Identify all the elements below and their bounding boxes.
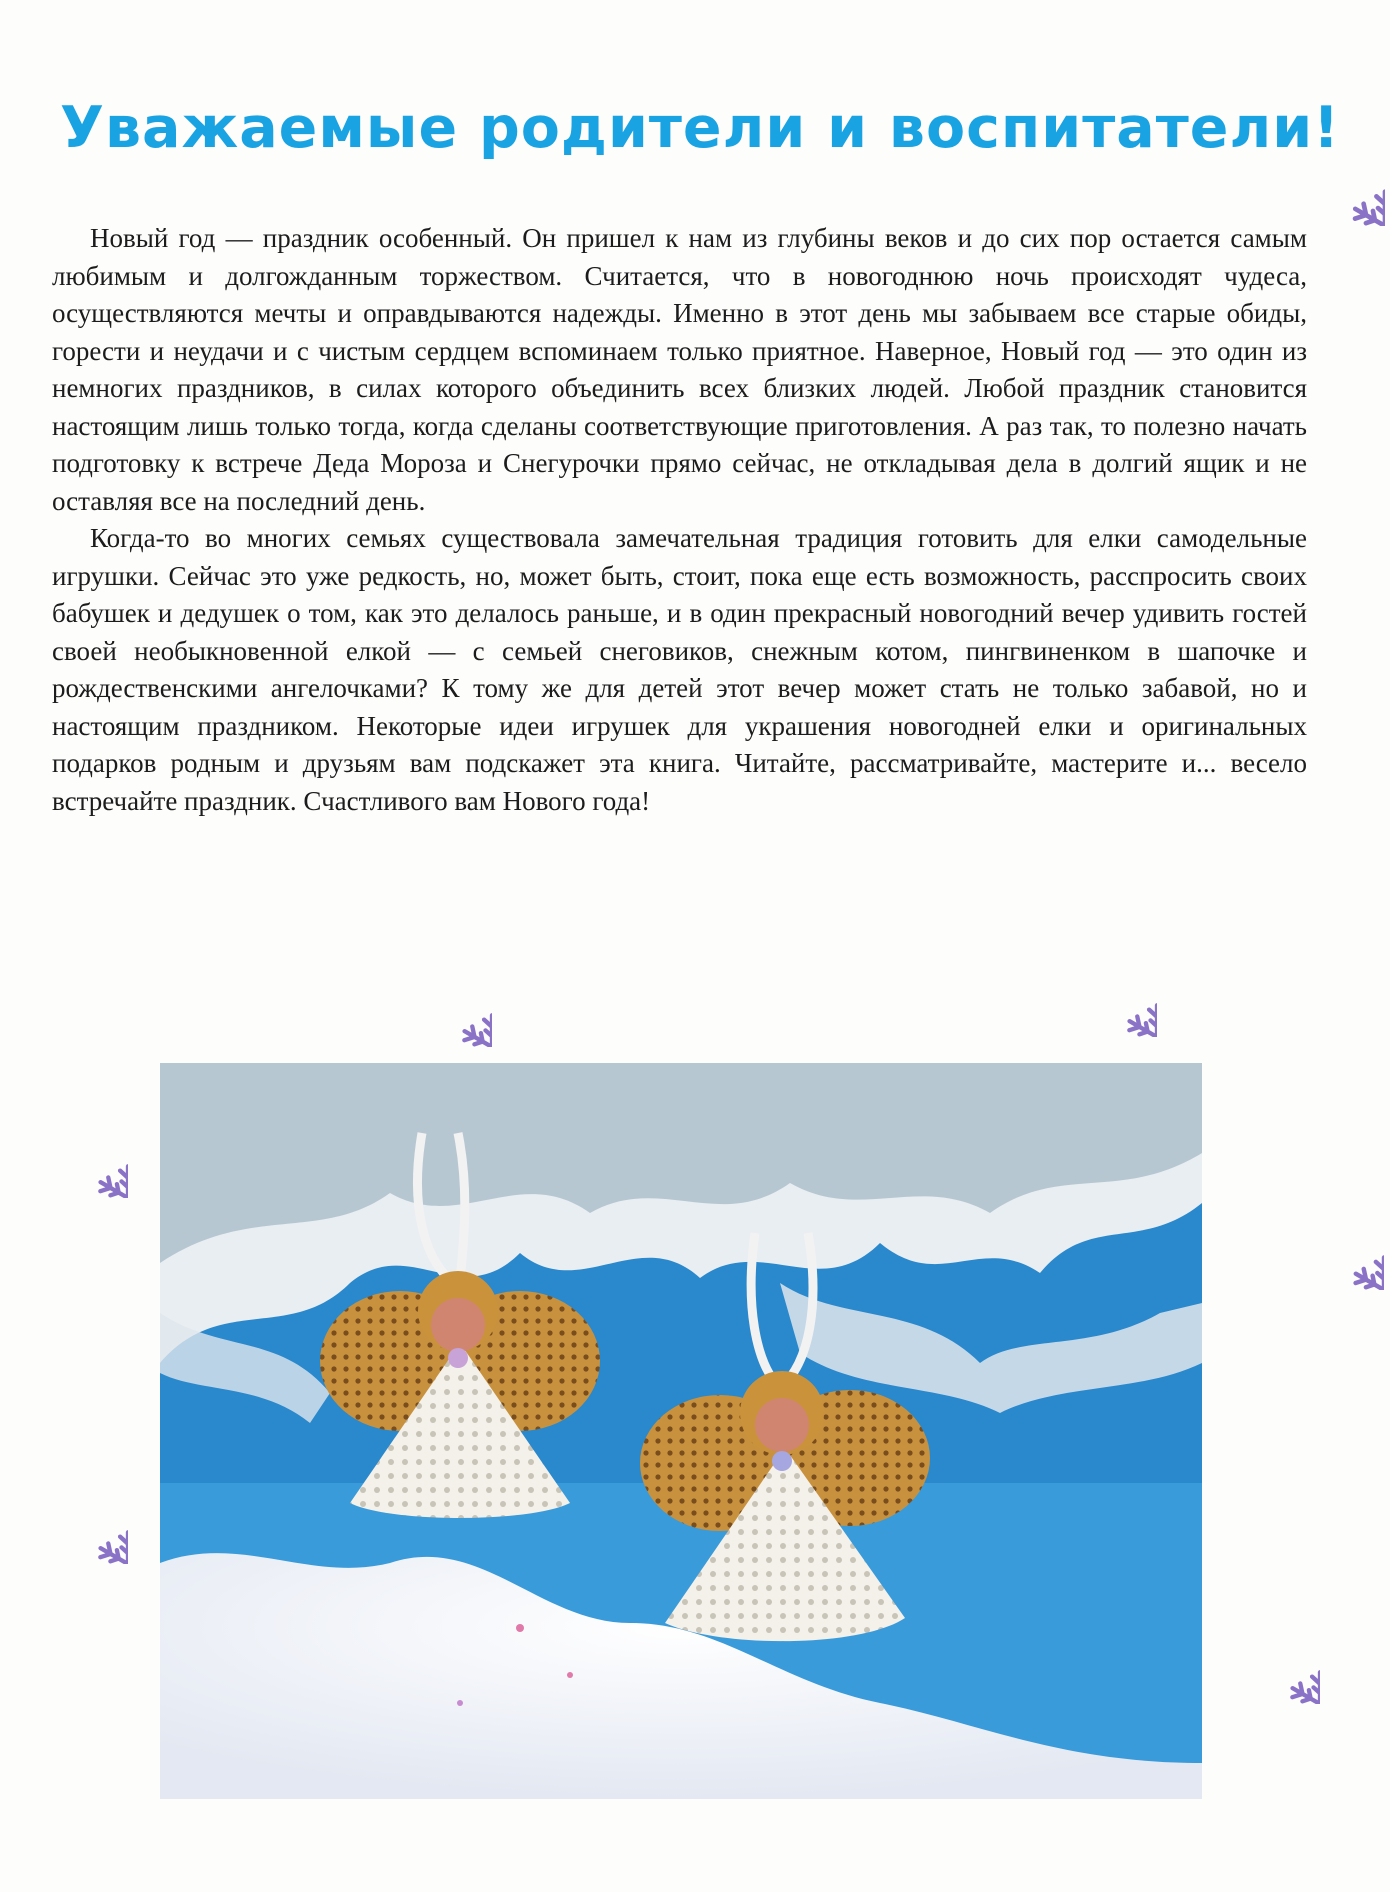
paragraph: Когда-то во многих семьях существовала замечательная традиция готовить для елки самодельные игрушки. Сейчас это уже редкость, но, может быть, стоит, пока еще есть возможность, расспросить своих бабушек и дедушек о том, как это делалось раньше, и в один прекрасный новогодний вечер удивить гостей своей необыкновенной елкой — с семьей снеговиков, снежным котом, пингвиненком в шапочке и рождественскими ангелочками? К тому же для детей этот вечер может стать не только забавой, но и настоящим праздником. Некоторые идеи игрушек для украшения новогодней елки и оригинальных подарков родным и друзьям вам подскажет эта книга. Читайте, рассматривайте, мастерите и... весело встречайте праздник. Счастливого вам Нового года! <box>52 523 1307 816</box>
snowflake-icon <box>1085 965 1157 1037</box>
snowflake-icon <box>1248 1632 1320 1704</box>
snowflake-icon <box>1307 148 1385 226</box>
snowflake-icon <box>420 975 492 1047</box>
snowflake-icon <box>1310 1216 1384 1290</box>
snowflake-icon <box>56 1492 128 1564</box>
paragraph: Новый год — праздник особенный. Он пришел к нам из глубины веков и до сих пор остается самым любимым и долгожданным торжеством. Считается, что в новогоднюю ночь происходят чудеса, осуществляются мечты и оправдываются надежды. Именно в этот день мы забываем все старые обиды, горести и неудачи и с чистым сердцем вспоминаем только приятное. Наверное, Новый год — это один из немногих праздников, в силах которого объединить всех близких людей. Любой праздник становится настоящим лишь только тогда, когда сделаны соответствующие приготовления. А раз так, то полезно начать подготовку к встрече Деда Мороза и Снегурочки прямо сейчас, не откладывая дела в долгий ящик и не оставляя все на последний день. <box>52 223 1307 516</box>
snowflake-icon <box>56 1126 128 1198</box>
angel-ornaments-photo <box>160 1063 1202 1799</box>
page-title: Уважаемые родители и воспитатели! <box>60 95 1341 161</box>
intro-text <box>52 220 1307 820</box>
